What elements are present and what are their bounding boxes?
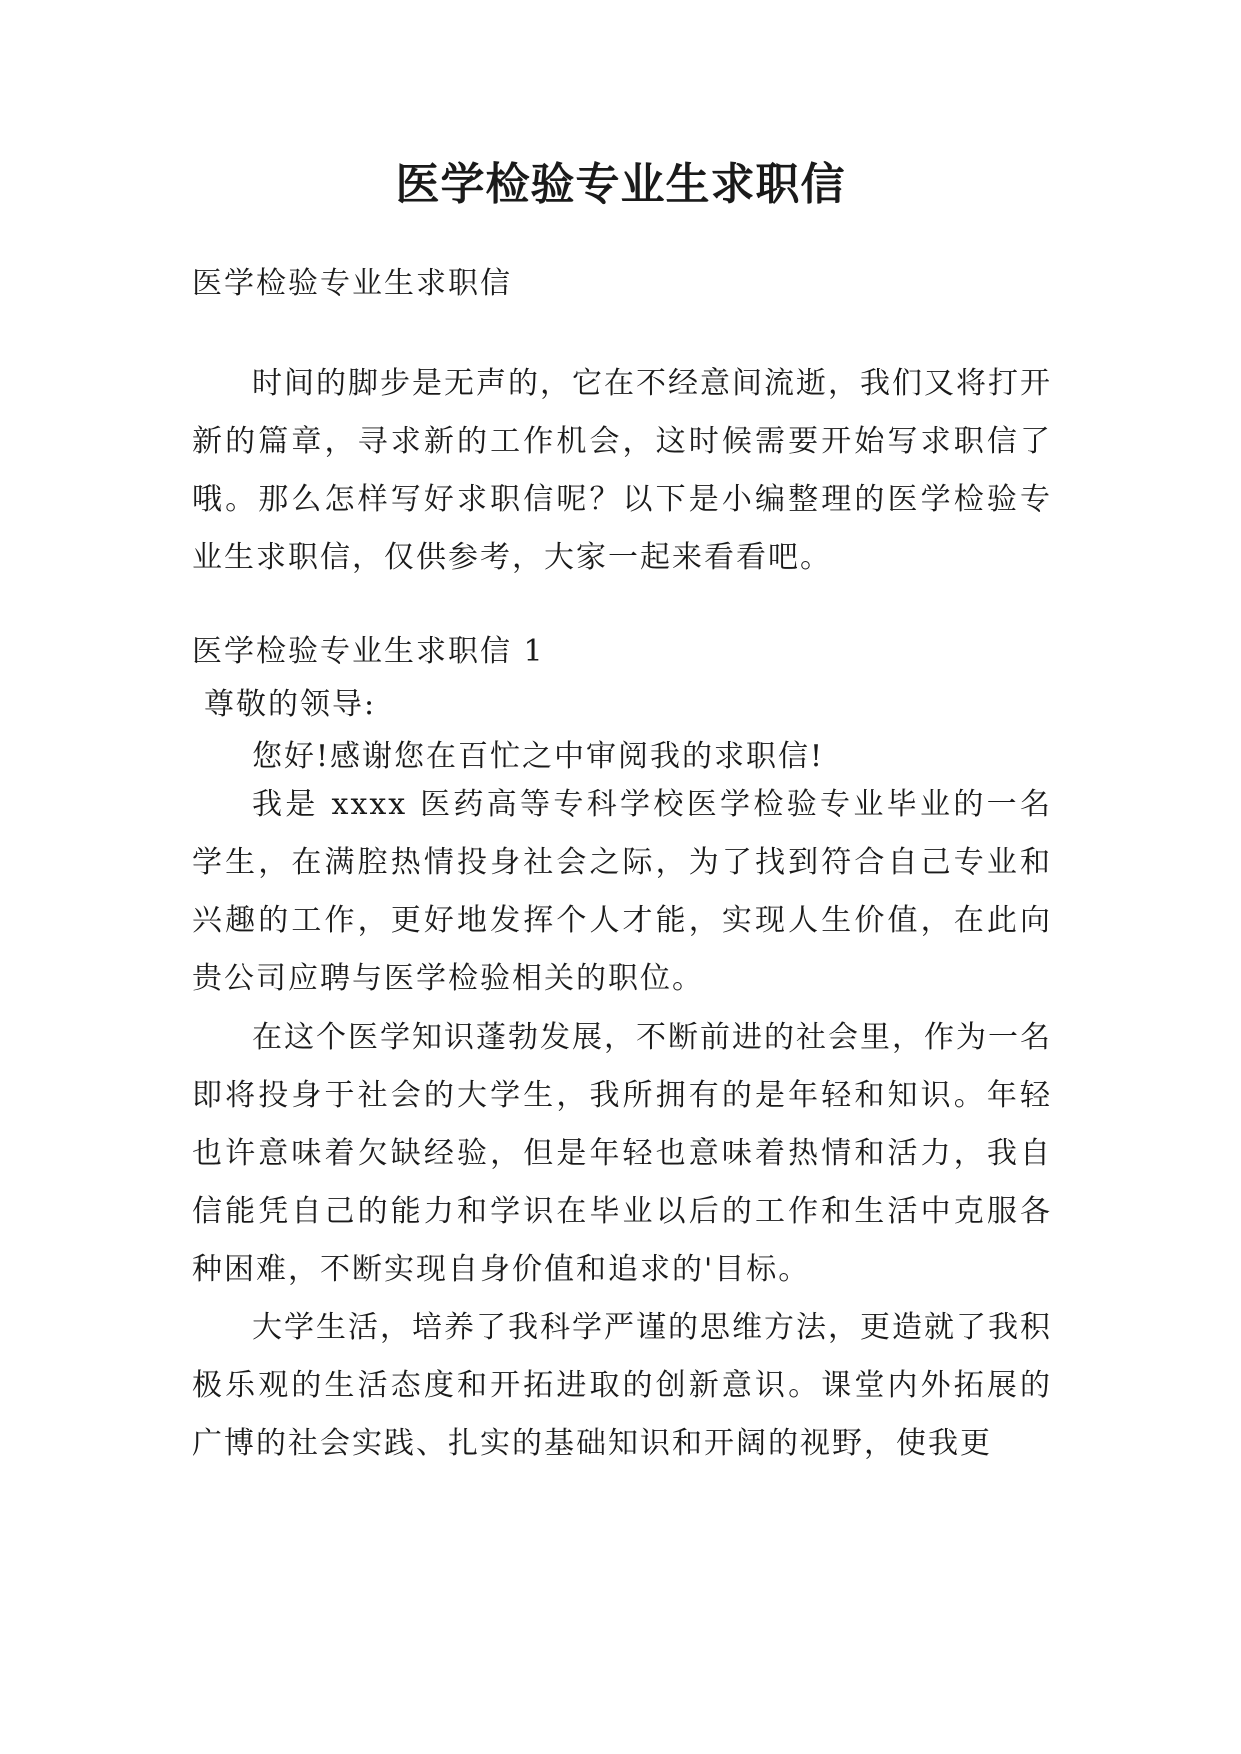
greeting-line: 您好!感谢您在百忙之中审阅我的求职信!: [252, 739, 825, 774]
document-title: 医学检验专业生求职信: [395, 159, 846, 210]
intro-paragraph: 时间的脚步是无声的，它在不经意间流逝，我们又将打开新的篇章，寻求新的工作机会，这时候需要开始写求职信了哦。那么怎样写好求职信呢？以下是小编整理的医学检验专业生求职信，仅供参考，大家一起来看看吧。: [192, 366, 1052, 575]
salutation: 尊敬的领导:: [204, 687, 377, 722]
section-heading: 医学检验专业生求职信 1: [192, 634, 545, 669]
body-paragraph-2: 在这个医学知识蓬勃发展，不断前进的社会里，作为一名即将投身于社会的大学生，我所拥有的是年轻和知识。年轻也许意味着欠缺经验，但是年轻也意味着热情和活力，我自信能凭自己的能力和学识在毕业以后的工作和生活中克服各种困难，不断实现自身价值和追求的'目标。: [192, 1020, 1052, 1287]
body-paragraph-3: 大学生活，培养了我科学严谨的思维方法，更造就了我积极乐观的生活态度和开拓进取的创新意识。课堂内外拓展的广博的社会实践、扎实的基础知识和开阔的视野，使我更: [192, 1310, 1052, 1461]
document-subtitle: 医学检验专业生求职信: [192, 266, 512, 301]
body-paragraph-1: 我是 xxxx 医药高等专科学校医学检验专业毕业的一名学生，在满腔热情投身社会之际，为了找到符合自己专业和兴趣的工作，更好地发挥个人才能，实现人生价值，在此向贵公司应聘与医学检验相关的职位。: [192, 787, 1052, 996]
